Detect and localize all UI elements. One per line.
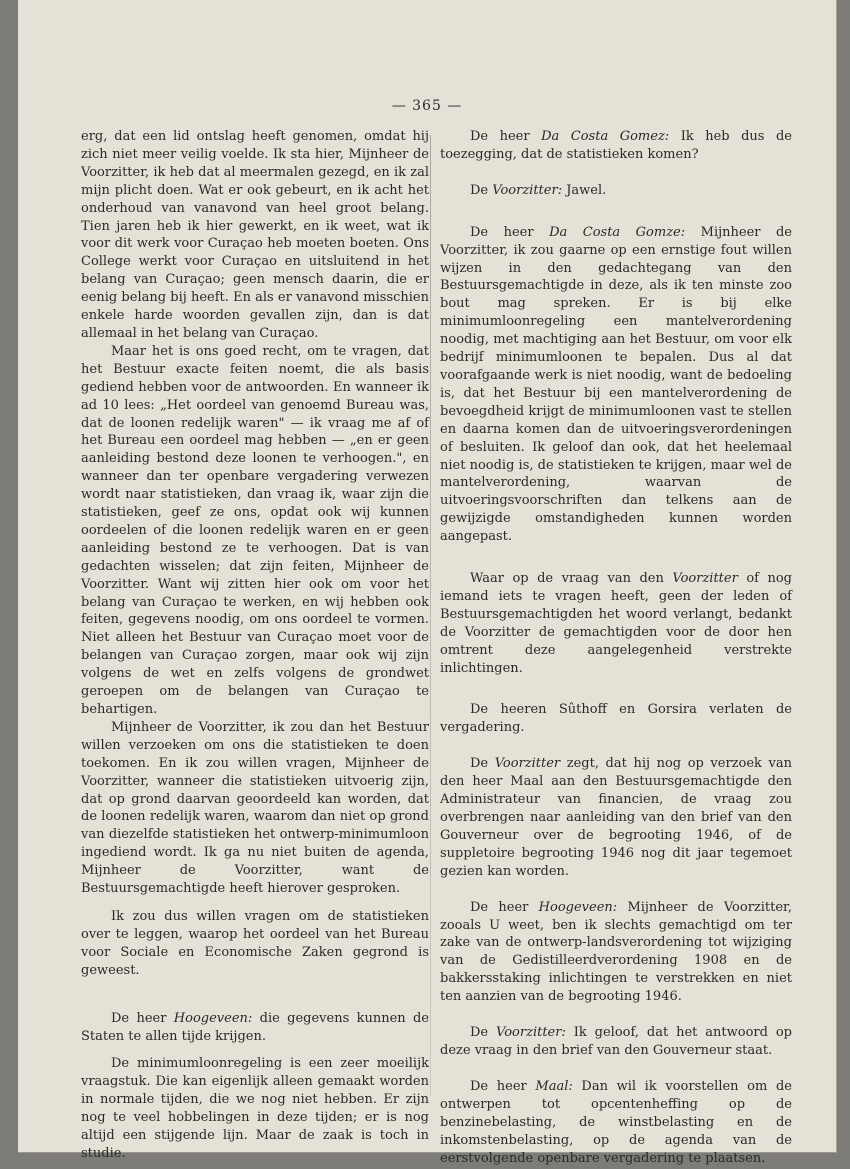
- speaker-name: Da Costa Gomez:: [541, 129, 670, 144]
- paragraph: [440, 570, 792, 677]
- speaker-paragraph: [440, 224, 792, 546]
- speaker-paragraph: [440, 1078, 792, 1168]
- speaker-prefix: De heer: [470, 1078, 527, 1094]
- speaker-name: Voorzitter:: [492, 182, 563, 198]
- speaker-name: Hoogeveen:: [173, 1010, 253, 1026]
- speaker-name: Maal:: [535, 1078, 573, 1094]
- text-fragment: Waar op de vraag van den: [470, 571, 664, 587]
- speaker-paragraph: [440, 899, 792, 1006]
- speech-text: Mijnheer de Voorzitter, ik zou gaarne op een ernstige fout willen wijzen in den gedachtegang van den Bestuursgemachtigde in deze, als ik ten minste zoo bout mag spreken. Er is bij elke minimumloonregeling een mantelverordening noodig, met machtiging aan het Bestuur, om voor elk bedrijf minimumloonen te bepalen. Dus al dat voorafgaande werk is niet noodig, want de bedoeling is, dat het Bestuur bij een mantelverordening de bevoegdheid krijgt de minimumloonen vast te stellen en daarna komen dan de uitvoeringsverordeningen of besluiten. Ik geloof dan ook, dat het heelemaal niet noodig is, de statistieken te krijgen, maar wel de mantelverordening, waarvan de uitvoeringsvoorschriften dan telkens aan de gewijzigde omstandigheden kunnen worden aangepast.: [440, 224, 792, 545]
- paragraph: Ik zou dus willen vragen om de statistieken over te leggen, waarop het oordeel van het Bureau voor Sociale en Economische Zaken gegrond is geweest.: [81, 908, 429, 978]
- speaker-paragraph: [440, 128, 792, 164]
- speaker-paragraph: [440, 182, 792, 200]
- speech-text: Ik geloof, dat het antwoord op deze vraag in den brief van den Gouverneur staat.: [440, 1025, 792, 1058]
- paragraph: Maar het is ons goed recht, om te vragen, dat het Bestuur exacte feiten noemt, die als basis gediend hebben voor de antwoorden. En wanneer ik ad 10 lees: „Het oordeel van genoemd Bureau was, dat de loonen redelijk waren" — ik vraag me af of het Bureau een oordeel mag hebben — „en er geen aanleiding bestond deze loonen te verhoogen.", en wanneer dan ter openbare vergadering verwezen wordt naar statistieken, dan vraag ik, waar zijn die statistieken, geef ze ons, opdat ook wij kunnen oordeelen of die loonen redelijk waren en er geen aanleiding bestond ze te verhoogen. Dat is van gedachten wisselen; dat zijn feiten, Mijnheer de Voorzitter. Want wij zitten hier ook om voor het belang van Curaçao te werken, en wij hebben ook feiten, gegevens noodig, om ons oordeel te vormen. Niet alleen het Bestuur van Curaçao moet voor de belangen van Curaçao zorgen, maar ook wij zijn volgens de wet en zelfs volgens de grondwet geroepen om de belangen van Curaçao te behartigen.: [81, 343, 429, 717]
- text-fragment: of nog iemand iets te vragen heeft, geen der leden of Bestuursgemachtigden het woord verlangt, bedankt de Voorzitter de gemachtigden voor de door hen omtrent deze aangelegenheid verstrekte inlichtingen.: [440, 571, 793, 676]
- paragraph: De heeren Sûthoff en Gorsira verlaten de vergadering.: [440, 702, 792, 736]
- paragraph: De minimumloonregeling is een zeer moeilijk vraagstuk. Die kan eigenlijk alleen gemaakt worden in normale tijden, die we nog niet hebben. Er zijn nog te veel hobbelingen in deze tijden; er is nog altijd een stijgende lijn. Maar de zaak is toch in studie.: [81, 1056, 429, 1161]
- speaker-name: Voorzitter: [672, 571, 738, 587]
- speech-text: die gegevens kunnen de Staten te allen tijde krijgen.: [81, 1010, 429, 1044]
- speech-text: Mijnheer de Voorzitter, zooals U weet, ben ik slechts gemachtigd om ter zake van de ontwerp-landsverordening tot wijziging van de Gedistilleerdverordening 1908 en de bakkersstaking inlichtingen te verstrekken en niet ten aanzien van de begrooting 1946.: [440, 899, 792, 1005]
- speech-text: Ik heb dus de toezegging, dat de statistieken komen?: [440, 129, 792, 162]
- page-number: — 365 —: [391, 98, 463, 114]
- right-column: [440, 128, 792, 1167]
- speaker-paragraph: [440, 1024, 792, 1060]
- speaker-name: Voorzitter: [494, 756, 561, 772]
- speaker-prefix: De heer: [111, 1010, 167, 1026]
- speech-text: Jawel.: [566, 182, 607, 198]
- document-page: [18, 0, 837, 1166]
- speaker-prefix: De heer: [470, 129, 530, 144]
- speaker-prefix: De: [470, 1025, 489, 1041]
- speaker-name: Hoogeveen:: [538, 899, 618, 915]
- speaker-paragraph: [440, 755, 792, 880]
- speaker-prefix: De: [470, 756, 489, 772]
- paragraph: Mijnheer de Voorzitter, ik zou dan het Bestuur willen verzoeken om ons die statistieken te doen toekomen. En ik zou willen vragen, Mijnheer de Voorzitter, wanneer die statistieken uitvoerig zijn, dat op grond daarvan geoordeeld kan worden, dat de loonen redelijk waren, waarom dan niet op grond van diezelfde statistieken het ontwerp-minimumloon ingediend wordt. Ik ga nu niet buiten de agenda, Mijnheer de Voorzitter, want de Bestuursgemachtigde heeft hierover gesproken.: [81, 719, 429, 897]
- paragraph: erg, dat een lid ontslag heeft genomen, omdat hij zich niet meer veilig voelde. Ik sta hier, Mijnheer de Voorzitter, ik heb dat al meermalen gezegd, en ik zal mijn plicht doen. Wat er ook gebeurt, en ik acht het onderhoud van vanavond van heel groot belang. Tien jaren heb ik hier gewerkt, en ik weet, wat ik voor dit werk voor Curaçao heb moeten boeten. Ons College werkt voor Curaçao en uitsluitend in het belang van Curaçao; geen mensch daarin, die er eenig belang bij heeft. En als er vanavond misschien enkele harde woorden gevallen zijn, dan is dat allemaal in het belang van Curaçao.: [81, 129, 429, 341]
- speaker-paragraph: [81, 1010, 429, 1046]
- left-column: [81, 128, 429, 1163]
- speaker-name: Da Costa Gomze:: [549, 224, 686, 240]
- speaker-name: Voorzitter:: [496, 1025, 566, 1041]
- speaker-prefix: De heer: [470, 899, 529, 915]
- speech-text: zegt, dat hij nog op verzoek van den heer Maal aan den Bestuursgemachtigde den Administrateur van financien, de vraag zou overbrengen naar aanleiding van den brief van den Gouverneur over de begrooting 1946, of de suppletoire begrooting 1946 nog dit jaar tegemoet gezien kan worden.: [440, 756, 792, 879]
- speech-text: Dan wil ik voorstellen om de ontwerpen tot opcentenheffing op de benzinebelasting, de winstbelasting en de inkomstenbelasting, op de agenda van de eerstvolgende openbare vergadering te plaatsen.: [440, 1078, 792, 1166]
- column-divider: [430, 135, 431, 1095]
- speaker-prefix: De heer: [470, 224, 534, 240]
- speaker-prefix: De: [470, 182, 489, 198]
